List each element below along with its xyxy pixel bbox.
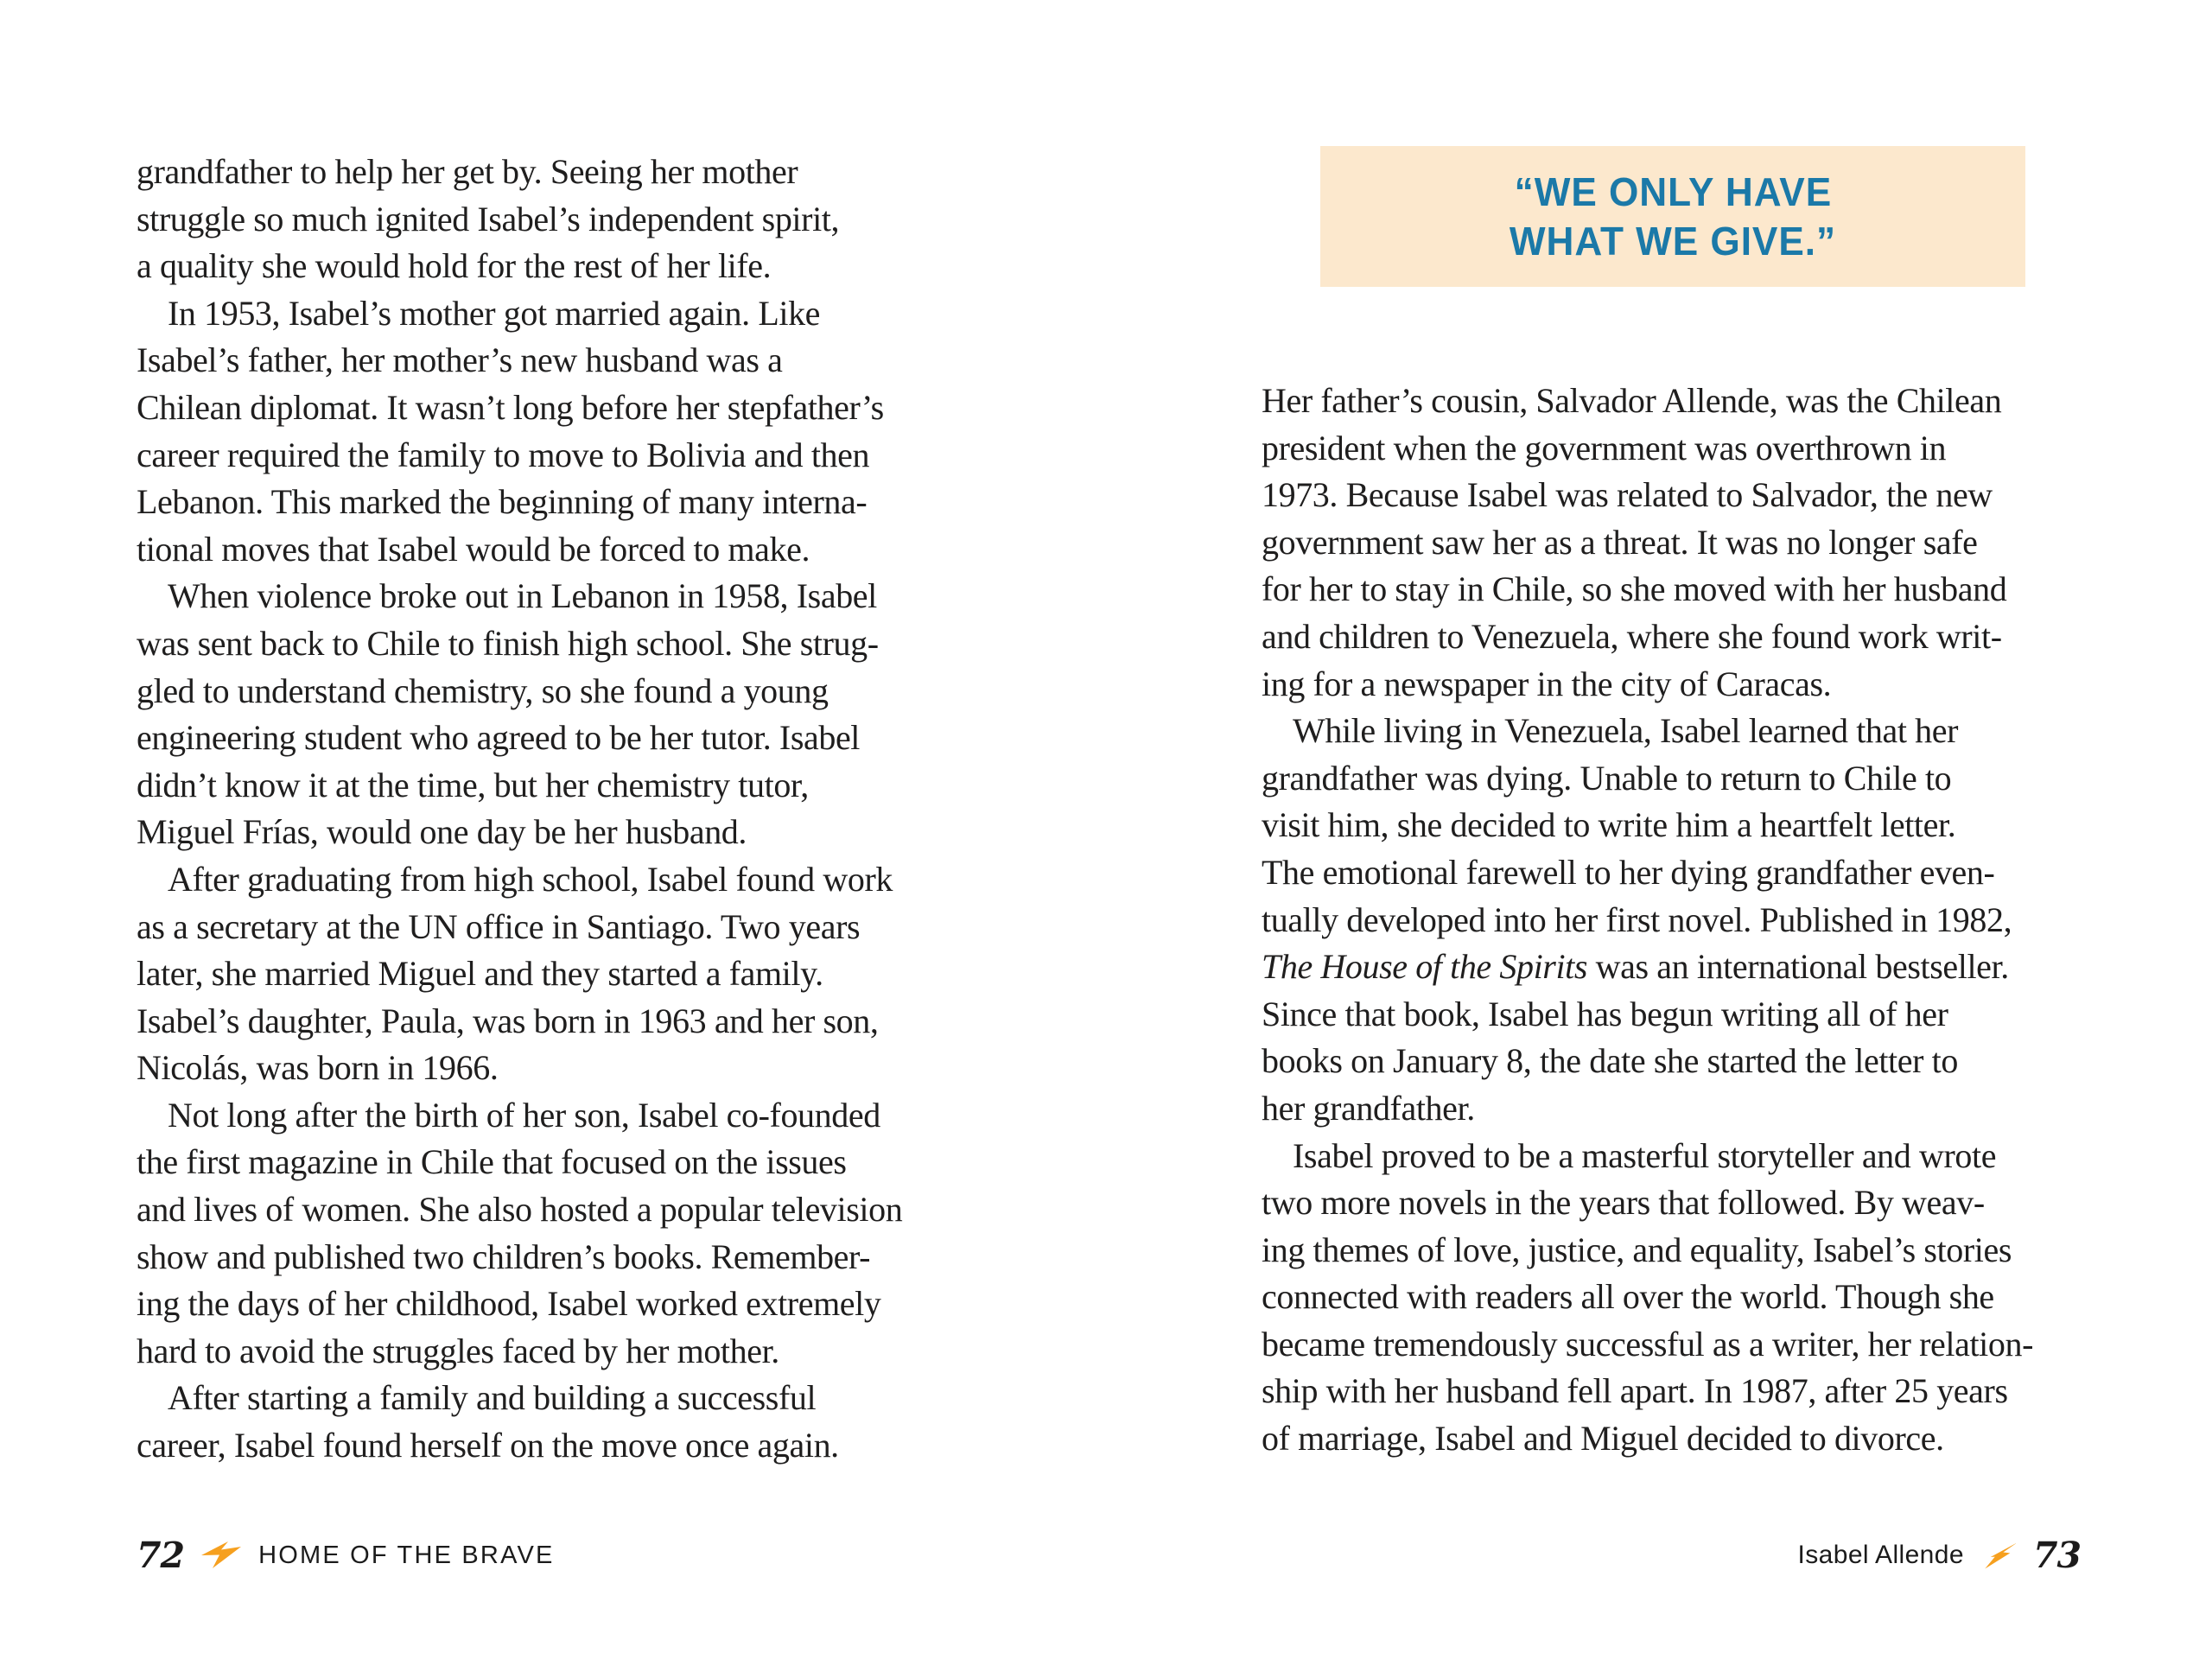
text-line: After starting a family and building a successful xyxy=(168,1378,817,1418)
text-line: Not long after the birth of her son, Isabel co-founded xyxy=(168,1095,880,1135)
text-line: didn’t know it at the time, but her chemistry tutor, xyxy=(137,765,809,804)
right-footer xyxy=(1798,1529,2081,1581)
text-line: government saw her as a threat. It was no longer safe xyxy=(1262,522,1978,562)
text-line: hard to avoid the struggles faced by her mother. xyxy=(137,1331,779,1370)
book-title: HOME OF THE BRAVE xyxy=(258,1541,555,1569)
text-line: grandfather was dying. Unable to return to Chile to xyxy=(1262,758,1952,798)
text-line: of marriage, Isabel and Miguel decided to divorce. xyxy=(1262,1419,1944,1459)
right-body-text xyxy=(1262,378,2143,1463)
text-line: a quality she would hold for the rest of her life. xyxy=(137,246,772,286)
text-line: Miguel Frías, would one day be her husband. xyxy=(137,812,747,852)
page-number-right: 73 xyxy=(2032,1535,2081,1576)
text-line: In 1953, Isabel’s mother got married again. Like xyxy=(168,293,821,333)
text-line: for her to stay in Chile, so she moved with her husband xyxy=(1262,569,2007,609)
pull-quote-box xyxy=(1320,146,2025,287)
text-line: Her father’s cousin, Salvador Allende, was the Chilean xyxy=(1262,381,2002,420)
text-line: tional moves that Isabel would be forced to make. xyxy=(137,529,810,569)
left-footer xyxy=(137,1529,555,1581)
text-line: ing for a newspaper in the city of Caracas. xyxy=(1262,664,1832,703)
text-line: career required the family to move to Bolivia and then xyxy=(137,435,870,474)
text-line: her grandfather. xyxy=(1262,1088,1475,1128)
text-line: became tremendously successful as a writer, her relation- xyxy=(1262,1324,2034,1363)
page-number-left: 72 xyxy=(137,1535,185,1576)
text-line: engineering student who agreed to be her tutor. Isabel xyxy=(137,718,861,758)
text-line: was sent back to Chile to finish high school. She strug- xyxy=(137,623,879,663)
text-line: Isabel’s daughter, Paula, was born in 1963 and her son, xyxy=(137,1001,879,1040)
text-line: show and published two children’s books. Remember- xyxy=(137,1236,871,1276)
text-line: Isabel’s father, her mother’s new husband was a xyxy=(137,340,783,380)
pull-quote-line-2: WHAT WE GIVE.” xyxy=(1509,218,1837,264)
text-line: and lives of women. She also hosted a popular television xyxy=(137,1190,903,1230)
pull-quote-line-1: “WE ONLY HAVE xyxy=(1514,168,1832,214)
text-line: The emotional farewell to her dying grandfather even- xyxy=(1262,852,1995,892)
text-line: While living in Venezuela, Isabel learned that her xyxy=(1293,711,1959,751)
text-line: ing themes of love, justice, and equality, Isabel’s stories xyxy=(1262,1230,2012,1269)
text-line: as a secretary at the UN office in Santiago. Two years xyxy=(137,906,861,946)
text-line: struggle so much ignited Isabel’s independent spirit, xyxy=(137,199,840,238)
text-line: Lebanon. This marked the beginning of many interna- xyxy=(137,482,868,522)
text-line: 1973. Because Isabel was related to Salvador, the new xyxy=(1262,475,1993,515)
text-line: later, she married Miguel and they started a family. xyxy=(137,954,823,994)
text-line: the first magazine in Chile that focused on the issues xyxy=(137,1142,847,1182)
text-line: Isabel proved to be a masterful storyteller and wrote xyxy=(1293,1135,1997,1175)
text-line: gled to understand chemistry, so she found a young xyxy=(137,671,829,710)
text-line: Nicolás, was born in 1966. xyxy=(137,1048,499,1088)
lightning-bolt-icon xyxy=(201,1541,241,1569)
text-line: Chilean diplomat. It wasn’t long before her stepfather’s xyxy=(137,387,884,427)
text-line: connected with readers all over the world. Though she xyxy=(1262,1277,1994,1317)
text-line: visit him, she decided to write him a heartfelt letter. xyxy=(1262,805,1956,845)
lightning-bolt-icon xyxy=(1981,1541,2016,1570)
text-line: The House of the Spirits was an international bestseller. xyxy=(1262,947,2009,987)
chapter-title: Isabel Allende xyxy=(1797,1541,1964,1569)
text-line: ing the days of her childhood, Isabel worked extremely xyxy=(137,1284,881,1324)
text-line: ship with her husband fell apart. In 1987, after 25 years xyxy=(1262,1371,2008,1411)
text-line: career, Isabel found herself on the move once again. xyxy=(137,1426,839,1465)
text-line: books on January 8, the date she started the letter to xyxy=(1262,1041,1958,1081)
text-line: grandfather to help her get by. Seeing her mother xyxy=(137,152,798,191)
text-line: two more novels in the years that followed. By weav- xyxy=(1262,1183,1985,1223)
text-line: When violence broke out in Lebanon in 1958, Isabel xyxy=(168,576,877,616)
text-line: president when the government was overthrown in xyxy=(1262,428,1947,467)
text-line: Since that book, Isabel has begun writing all of her xyxy=(1262,994,1948,1033)
text-line: tually developed into her first novel. Published in 1982, xyxy=(1262,899,2012,939)
text-line: and children to Venezuela, where she found work writ- xyxy=(1262,616,2002,656)
text-line: After graduating from high school, Isabel found work xyxy=(168,859,893,899)
left-body-text xyxy=(137,149,1018,1470)
